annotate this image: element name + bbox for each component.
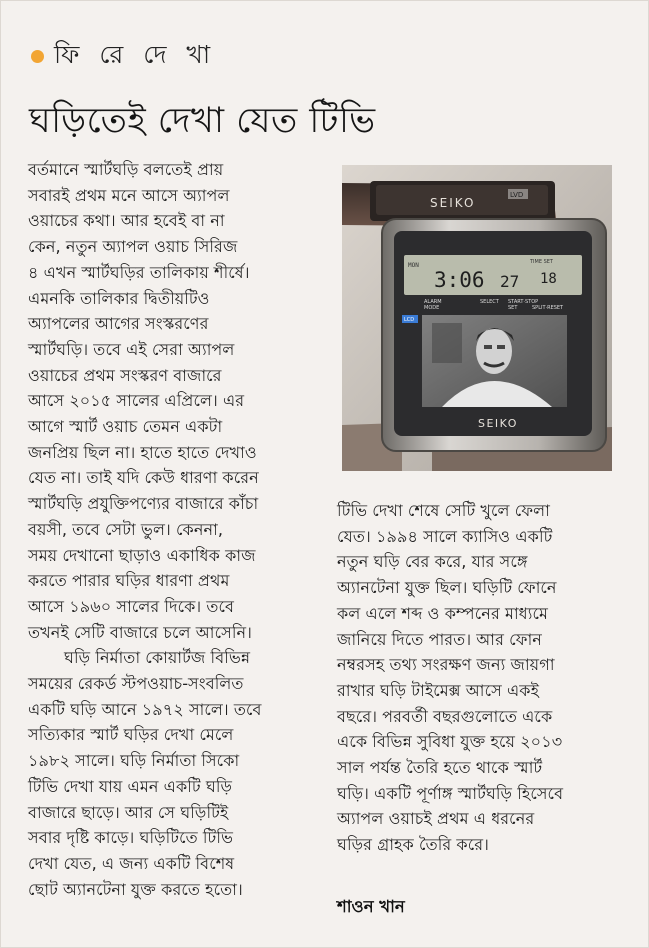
mode-label: START·STOP	[508, 299, 539, 305]
text-line: তখনই সেটি বাজারে চলে আসেনি।	[28, 622, 252, 642]
lcd-badge: LCD	[404, 317, 415, 323]
text-line: অ্যাপলের আগের সংস্করণের	[28, 314, 209, 334]
article-right-column	[337, 498, 623, 858]
mode-label: SPLIT·RESET	[532, 305, 564, 311]
text-line: অ্যানটেনা যুক্ত ছিল। ঘড়িটি ফোনে	[337, 578, 557, 598]
bottom-brand-text: SEIKO	[478, 417, 518, 430]
text-line: ওয়াচের কথা। আর হবেই বা না	[28, 211, 225, 231]
text-line: সবার দৃষ্টি কাড়ে। ঘড়িটিতে টিভি	[28, 828, 234, 848]
text-line: জনপ্রিয় ছিল না। হাতে হাতে দেখাও	[28, 442, 257, 462]
text-line: সবারই প্রথম মনে আসে অ্যাপল	[28, 185, 230, 205]
tv-screen-person-icon	[422, 315, 567, 407]
text-line: টিভি দেখা শেষে সেটি খুলে ফেলা	[337, 501, 550, 520]
text-line: ৪ এখন স্মার্টঘড়ির তালিকায় শীর্ষে।	[28, 262, 250, 282]
text-line: আসে ১৯৬০ সালের দিকে। তবে	[28, 596, 234, 616]
text-line: একটি ঘড়ি আনে ১৯৭২ সালে। তবে	[28, 699, 262, 719]
text-line: ঘড়ির গ্রাহক তৈরি করে।	[337, 835, 489, 855]
text-line: আগে স্মার্ট ওয়াচ তেমন একটা	[28, 417, 223, 437]
lcd-date: 18	[540, 271, 557, 287]
text-line: কল এলে শব্দ ও কম্পনের মাধ্যমে	[337, 603, 548, 623]
section-label	[31, 35, 216, 78]
text-line: ঘড়ি। একটি পূর্ণাঙ্গ স্মার্টঘড়ি হিসেবে	[337, 783, 564, 803]
text-line: টিভি দেখা যায় এমন একটি ঘড়ি	[28, 776, 233, 796]
author-byline: শাওন খান	[337, 897, 405, 916]
text-line: করতে পারার ঘড়ির ধারণা প্রথম	[28, 571, 230, 591]
text-line: সত্যিকার স্মার্ট ঘড়ির দেখা মেলে	[28, 725, 234, 745]
article-left-column	[28, 157, 323, 902]
text-line: নতুন ঘড়ি বের করে, যার সঙ্গে	[337, 552, 528, 572]
side-tag: LVD	[510, 191, 524, 199]
section-title: ফি রে দে খা	[54, 40, 217, 69]
text-line: সাল পর্যন্ত তৈরি হতে থাকে স্মার্ট	[337, 758, 543, 778]
text-line: যেত না। তাই যদি কেউ ধারণা করেন	[28, 468, 259, 488]
text-line: বাজারে ছাড়ে। আর সে ঘড়িটিই	[28, 802, 229, 822]
text-line: কেন, নতুন অ্যাপল ওয়াচ সিরিজ	[28, 237, 238, 257]
mode-label: ALARM	[424, 299, 442, 305]
text-line: ১৯৮২ সালে। ঘড়ি নির্মাতা সিকো	[28, 751, 240, 771]
text-line: সময়ের রেকর্ড স্টপওয়াচ-সংবলিত	[28, 674, 244, 694]
text-line: ছোট অ্যানটেনা যুক্ত করতে হতো।	[28, 879, 243, 899]
text-line: জানিয়ে দিতে পারত। আর ফোন	[337, 629, 542, 649]
lcd-day: MON	[408, 262, 419, 269]
text-line: বছরে। পরবর্তী বছরগুলোতে একে	[337, 706, 553, 726]
text-line: ঘড়ি নির্মাতা কোয়ার্টজ বিভিন্ন	[64, 648, 251, 668]
text-line: একে বিভিন্ন সুবিধা যুক্ত হয়ে ২০১৩	[337, 732, 563, 752]
mode-label: SET	[508, 305, 518, 311]
bullet-dot-icon	[31, 50, 44, 63]
text-line: স্মার্টঘড়ি। তবে এই সেরা অ্যাপল	[28, 339, 235, 359]
text-line: স্মার্টঘড়ি প্রযুক্তিপণ্যের বাজারে কাঁচা	[28, 494, 259, 514]
text-line: এমনকি তালিকার দ্বিতীয়টিও	[28, 288, 210, 308]
text-line: যেত। ১৯৯৪ সালে ক্যাসিও একটি	[337, 526, 553, 546]
mode-label: MODE	[424, 305, 440, 311]
mode-label: SELECT	[480, 299, 499, 305]
text-line: রাখার ঘড়ি টাইমেক্স আসে একই	[337, 680, 540, 700]
lcd-seconds: 27	[500, 272, 520, 291]
text-line: বয়সী, তবে সেটা ভুল। কেননা,	[28, 519, 223, 539]
text-line: নম্বরসহ তথ্য সংরক্ষণ জন্য জায়গা	[337, 655, 555, 675]
text-line: বর্তমানে স্মার্টঘড়ি বলতেই প্রায়	[28, 160, 224, 179]
text-line: ওয়াচের প্রথম সংস্করণ বাজারে	[28, 365, 222, 385]
text-line: দেখা যেত, এ জন্য একটি বিশেষ	[28, 853, 235, 873]
top-brand-text: SEIKO	[430, 196, 476, 210]
seiko-tv-watch-photo	[342, 165, 612, 471]
text-line: সময় দেখানো ছাড়াও একাধিক কাজ	[28, 545, 256, 565]
lcd-time: 3:06	[434, 268, 485, 292]
text-line: অ্যাপল ওয়াচই প্রথম এ ধরনের	[337, 809, 535, 829]
time-set-label: TIME SET	[530, 259, 553, 265]
text-line: আসে ২০১৫ সালের এপ্রিলে। এর	[28, 391, 245, 411]
headline: ঘড়িতেই দেখা যেত টিভি	[29, 101, 376, 141]
